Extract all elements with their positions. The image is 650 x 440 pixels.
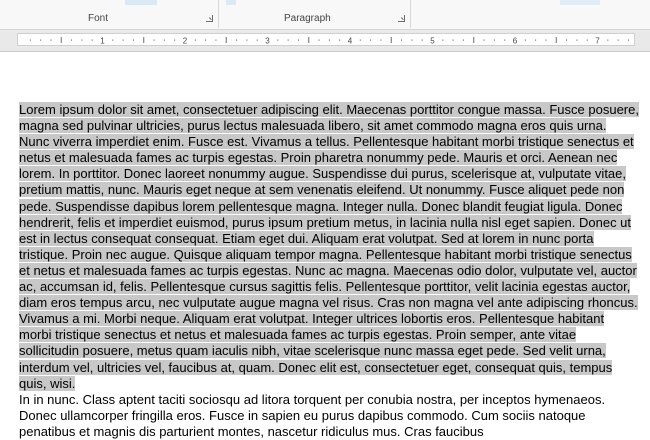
ruler-dot — [494, 40, 495, 41]
ribbon-group-separator — [410, 0, 411, 28]
selected-text[interactable]: Lorem ipsum dolor sit amet, consectetuer adipiscing elit. Maecenas porttitor congue massa. Fusce posuere, magna sed pulvinar ultricies, purus lectus malesuada libero, sit amet commodo magna eros quis urna. Nunc viverra imperdiet enim. Fusce est. Vivamus a tellus. Pellentesque habitant morbi tristique senectus et netus et malesuada fames ac turpis egestas. Proin pharetra nonummy pede. Mauris et orci. Aenean nec lorem. In porttitor. Donec laoreet nonummy augue. Suspendisse dui purus, scelerisque at, vulputate vitae, pretium mattis, nunc. Mauris eget neque at sem venenatis eleifend. Ut nonummy. Fusce aliquet pede non pede. Suspendisse dapibus lorem pellentesque magna. Integer nulla. Donec blandit feugiat ligula. Donec hendrerit, felis et imperdiet euismod, purus ipsum pretium metus, in lacinia nulla nisl eget sapien. Donec ut est in lectus consequat consequat. Etiam eget dui. Aliquam erat volutpat. Sed at lorem in nunc porta tristique. Proin nec augue. Quisque aliquam tempor magna. Pellentesque habitant morbi tristique senectus et netus et malesuada fames ac turpis egestas. Nunc ac magna. Maecenas odio dolor, vulputate vel, auctor ac, accumsan id, felis. Pellentesque cursus sagittis felis. Pellentesque porttitor, velit lacinia egestas auctor, diam eros tempus arcu, nec vulputate augue magna vel risus. Cras non magna vel ante adipiscing rhoncus. Vivamus a mi. Morbi neque. Aliquam erat volutpat. Integer ultrices lobortis eros. Pellentesque habitant morbi tristique senectus et netus et malesuada fames ac turpis egestas. Proin semper, ante vitae sollicitudin posuere, metus quam iaculis nibh, vitae scelerisque nunc massa eget pede. Sed velit urna, interdum vel, ultricies vel, faucibus at, quam. Donec elit est, consectetuer eget, consequat quis, tempus quis, wisi. — [19, 102, 639, 391]
ribbon-group-separator — [218, 0, 219, 28]
ribbon — [0, 0, 650, 30]
ruler-half-tick — [391, 37, 392, 43]
ruler-number: 1 — [100, 36, 105, 46]
ruler-dot — [484, 40, 485, 41]
ruler-dot — [195, 40, 196, 41]
ruler-number: 2 — [182, 36, 188, 46]
ruler-dot — [92, 40, 93, 41]
ruler-dot — [566, 40, 567, 41]
ribbon-control-fragment — [226, 0, 236, 5]
ruler-dot — [587, 40, 588, 41]
ruler-dot — [525, 40, 526, 41]
ruler-dot — [360, 40, 361, 41]
ruler-dot — [422, 40, 423, 41]
ribbon-control-fragment — [560, 0, 600, 5]
ruler-dot — [576, 40, 577, 41]
ruler-number: 6 — [512, 36, 518, 46]
ruler-dot — [174, 40, 175, 41]
document-body[interactable] — [19, 102, 639, 440]
ruler-dot — [257, 40, 258, 41]
ruler-dot — [504, 40, 505, 41]
ruler-dot — [298, 40, 299, 41]
ruler-dot — [277, 40, 278, 41]
ruler-dot — [535, 40, 536, 41]
ruler-half-tick — [226, 37, 227, 43]
ruler-number: 7 — [595, 36, 600, 46]
ruler-dot — [628, 40, 629, 41]
horizontal-ruler[interactable] — [0, 30, 650, 52]
ruler-dot — [123, 40, 124, 41]
ruler-dot — [442, 40, 443, 41]
ruler-dot — [401, 40, 402, 41]
ruler-number: 4 — [347, 36, 353, 46]
ruler-dot — [205, 40, 206, 41]
ruler-dot — [411, 40, 412, 41]
paragraph-dialog-launcher-icon[interactable] — [398, 15, 405, 22]
ruler-half-tick — [61, 37, 62, 43]
ruler-dot — [81, 40, 82, 41]
ruler-ticks — [18, 34, 636, 47]
ribbon-control-fragment — [125, 0, 157, 5]
document-page[interactable] — [0, 52, 650, 440]
ruler-number: 3 — [265, 36, 270, 46]
ruler-dot — [319, 40, 320, 41]
ruler-dot — [40, 40, 41, 41]
ruler-dot — [370, 40, 371, 41]
ruler-dot — [329, 40, 330, 41]
ruler-dot — [288, 40, 289, 41]
ruler-dot — [50, 40, 51, 41]
ruler-dot — [164, 40, 165, 41]
ruler-dot — [545, 40, 546, 41]
ruler-dot — [30, 40, 31, 41]
ruler-dot — [154, 40, 155, 41]
ruler-dot — [71, 40, 72, 41]
ruler-half-tick — [143, 37, 144, 43]
ruler-dot — [133, 40, 134, 41]
ruler-dot — [463, 40, 464, 41]
ruler-strip[interactable] — [17, 33, 635, 46]
ruler-dot — [453, 40, 454, 41]
ruler-dot — [236, 40, 237, 41]
ruler-half-tick — [473, 37, 474, 43]
paragraph-1[interactable] — [19, 102, 639, 392]
ruler-half-tick — [308, 37, 309, 43]
ruler-dot — [380, 40, 381, 41]
ruler-dot — [618, 40, 619, 41]
ruler-dot — [246, 40, 247, 41]
ruler-dot — [215, 40, 216, 41]
ruler-dot — [339, 40, 340, 41]
ruler-number: 5 — [430, 36, 435, 46]
font-dialog-launcher-icon[interactable] — [206, 15, 213, 22]
ruler-dot — [607, 40, 608, 41]
ribbon-group-paragraph-label: Paragraph — [284, 13, 331, 24]
ribbon-group-font-label: Font — [88, 13, 109, 24]
ruler-dot — [112, 40, 113, 41]
ruler-half-tick — [556, 37, 557, 43]
paragraph-2[interactable]: In in nunc. Class aptent taciti sociosqu ad litora torquent per conubia nostra, per inceptos hymenaeos. Donec ullamcorper fringilla eros. Fusce in sapien eu purus dapibus commodo. Cum sociis natoque penatibus et magnis dis parturient montes, nascetur ridiculus mus. Cras faucibus — [19, 391, 606, 439]
